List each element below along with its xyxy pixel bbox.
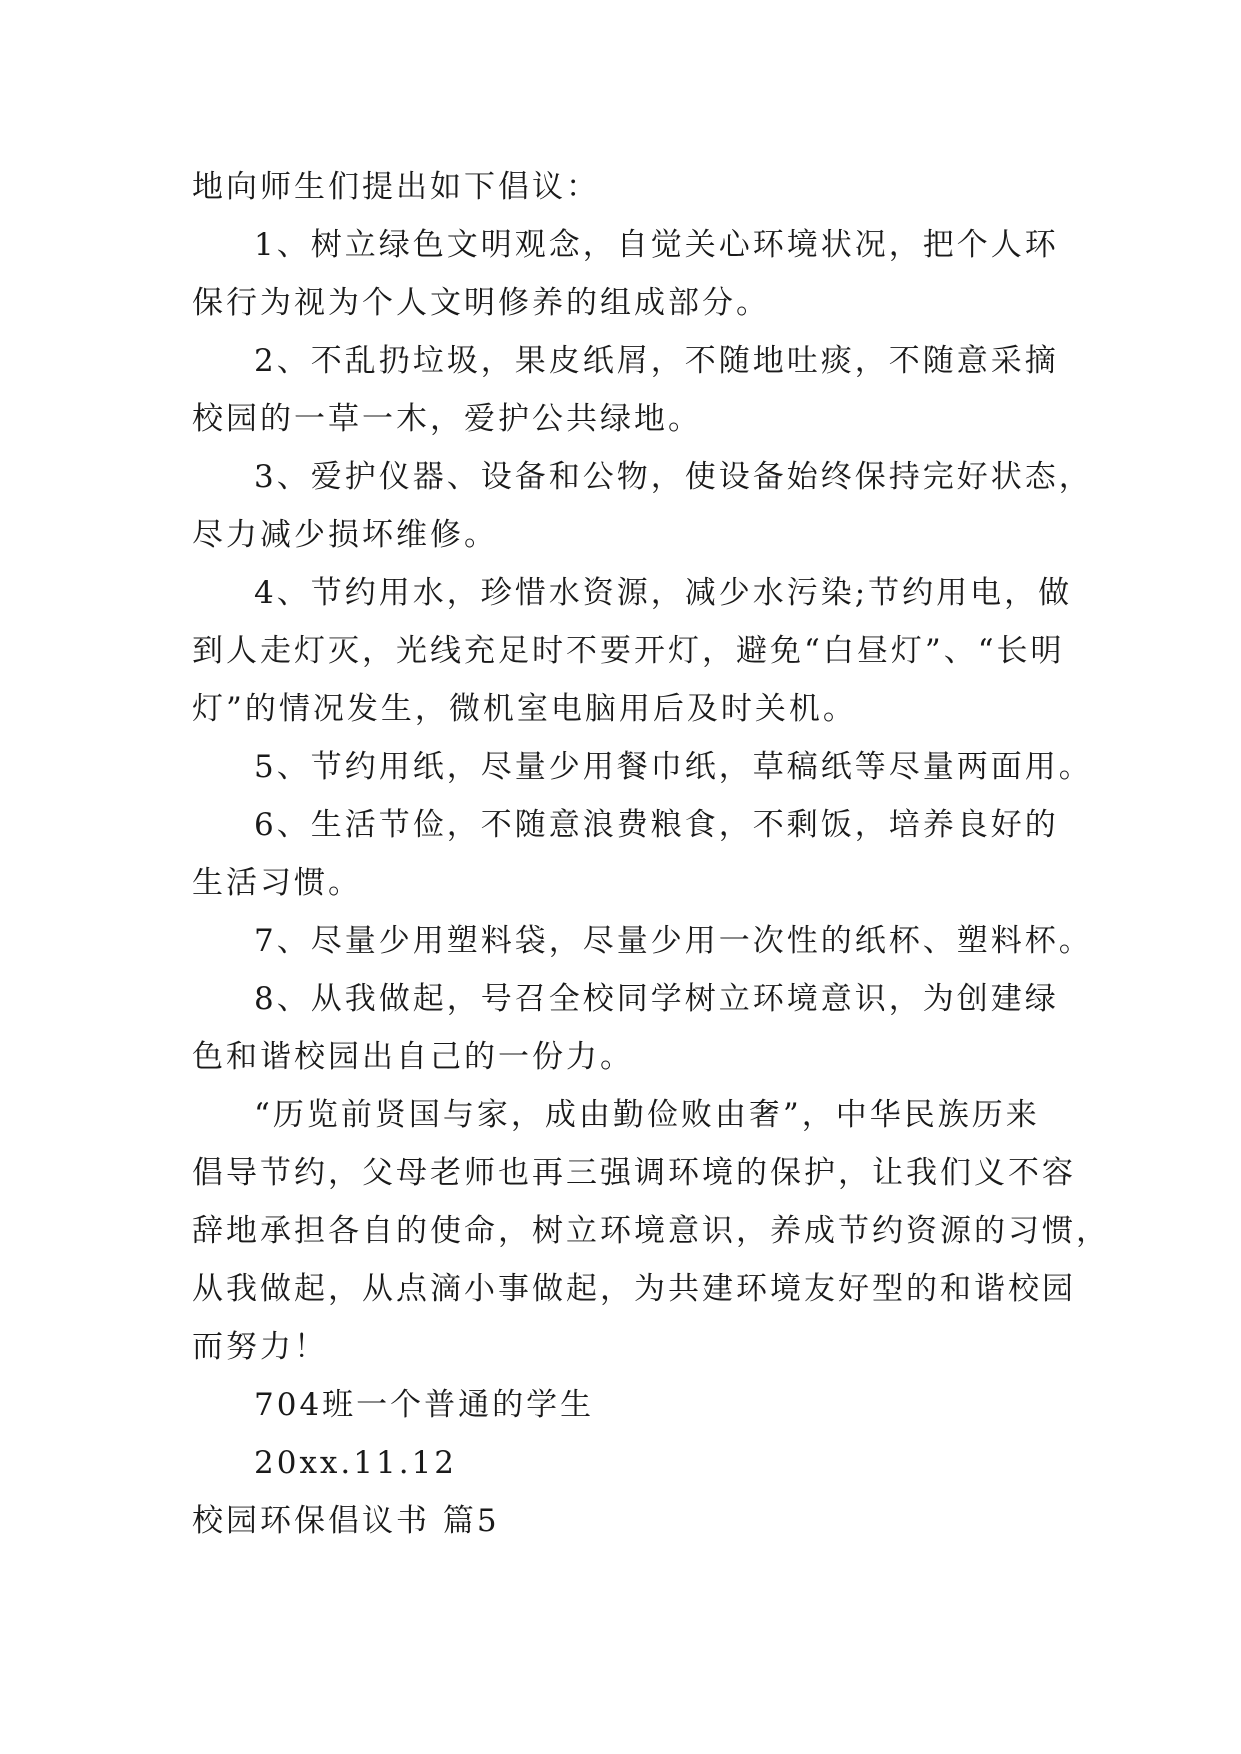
proposal-item-8-line-2: 色和谐校园出自己的一份力。 — [192, 1039, 634, 1075]
closing-paragraph-line-2: 倡导节约，父母老师也再三强调环境的保护，让我们义不容 — [192, 1155, 1076, 1191]
proposal-item-2-line-2: 校园的一草一木，爱护公共绿地。 — [192, 401, 702, 437]
signature-date: 20xx.11.12 — [254, 1445, 458, 1481]
document-body — [192, 158, 1110, 1550]
proposal-item-3-line-1: 3、爱护仪器、设备和公物，使设备始终保持完好状态， — [254, 459, 1093, 495]
closing-paragraph-line-5: 而努力！ — [192, 1329, 328, 1365]
proposal-item-1-line-2: 保行为视为个人文明修养的组成部分。 — [192, 285, 770, 321]
proposal-item-1-line-1: 1、树立绿色文明观念，自觉关心环境状况，把个人环 — [254, 227, 1059, 263]
proposal-item-3-line-2: 尽力减少损坏维修。 — [192, 517, 498, 553]
proposal-item-4-line-3: 灯”的情况发生，微机室电脑用后及时关机。 — [192, 691, 857, 727]
next-section-heading: 校园环保倡议书 篇5 — [192, 1503, 500, 1539]
proposal-item-7-line-1: 7、尽量少用塑料袋，尽量少用一次性的纸杯、塑料杯。 — [254, 923, 1093, 959]
proposal-intro-line: 地向师生们提出如下倡议： — [192, 169, 600, 205]
proposal-item-4-line-2: 到人走灯灭，光线充足时不要开灯，避免“白昼灯”、“长明 — [192, 633, 1065, 669]
closing-paragraph-line-1: “历览前贤国与家，成由勤俭败由奢”，中华民族历来 — [254, 1097, 1040, 1133]
proposal-item-5-line-1: 5、节约用纸，尽量少用餐巾纸，草稿纸等尽量两面用。 — [254, 749, 1093, 785]
signature-author: 704班一个普通的学生 — [254, 1387, 595, 1423]
closing-paragraph-line-4: 从我做起，从点滴小事做起，为共建环境友好型的和谐校园 — [192, 1271, 1076, 1307]
proposal-item-4-line-1: 4、节约用水，珍惜水资源，减少水污染;节约用电，做 — [254, 575, 1073, 611]
proposal-item-6-line-2: 生活习惯。 — [192, 865, 362, 901]
proposal-item-8-line-1: 8、从我做起，号召全校同学树立环境意识，为创建绿 — [254, 981, 1059, 1017]
closing-paragraph-line-3: 辞地承担各自的使命，树立环境意识，养成节约资源的习惯， — [192, 1213, 1110, 1249]
proposal-item-2-line-1: 2、不乱扔垃圾，果皮纸屑，不随地吐痰，不随意采摘 — [254, 343, 1059, 379]
proposal-item-6-line-1: 6、生活节俭，不随意浪费粮食，不剩饭，培养良好的 — [254, 807, 1059, 843]
